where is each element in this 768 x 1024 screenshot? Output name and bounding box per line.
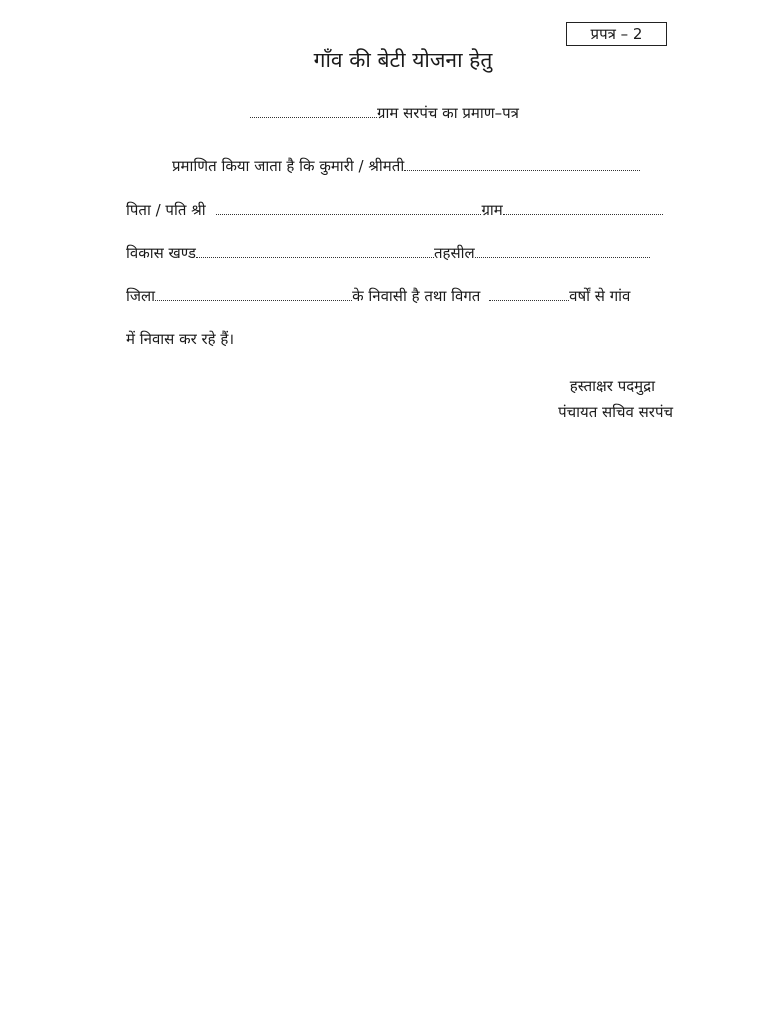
form-number: प्रपत्र – 2 bbox=[590, 25, 643, 43]
body-line-5 bbox=[126, 329, 234, 349]
certificate-heading-label: ग्राम सरपंच का प्रमाण–पत्र bbox=[377, 104, 519, 122]
page-title: गाँव की बेटी योजना हेतु bbox=[313, 48, 493, 72]
tehsil-label: तहसील bbox=[433, 244, 475, 262]
resident-text: के निवासी है तथा विगत bbox=[352, 287, 481, 305]
body-line-4 bbox=[126, 286, 630, 306]
district-label: जिला bbox=[126, 287, 156, 305]
certificate-heading bbox=[250, 103, 519, 123]
body-line-1 bbox=[172, 156, 640, 176]
blank-tehsil[interactable] bbox=[475, 247, 650, 258]
block-label: विकास खण्ड bbox=[126, 244, 196, 262]
body-line-3 bbox=[126, 243, 650, 263]
father-label: पिता / पति श्री bbox=[126, 201, 206, 219]
body-line-2 bbox=[126, 200, 663, 220]
blank-years[interactable] bbox=[489, 290, 569, 301]
signature-designation: पंचायत सचिव सरपंच bbox=[558, 403, 673, 421]
village-label: ग्राम bbox=[481, 201, 503, 219]
blank-block[interactable] bbox=[196, 247, 434, 258]
years-text: वर्षों से गांव bbox=[569, 287, 631, 305]
blank-name[interactable] bbox=[404, 160, 640, 171]
blank-village[interactable] bbox=[503, 204, 663, 215]
certify-text: प्रमाणित किया जाता है कि कुमारी / श्रीमती bbox=[172, 157, 405, 175]
blank-gram-name[interactable] bbox=[250, 107, 377, 118]
signature-seal-label: हस्ताक्षर पदमुद्रा bbox=[569, 377, 655, 395]
form-number-badge bbox=[566, 22, 667, 46]
blank-district[interactable] bbox=[155, 290, 352, 301]
blank-father-name[interactable] bbox=[216, 204, 481, 215]
residence-text: में निवास कर रहे हैं। bbox=[126, 330, 235, 348]
